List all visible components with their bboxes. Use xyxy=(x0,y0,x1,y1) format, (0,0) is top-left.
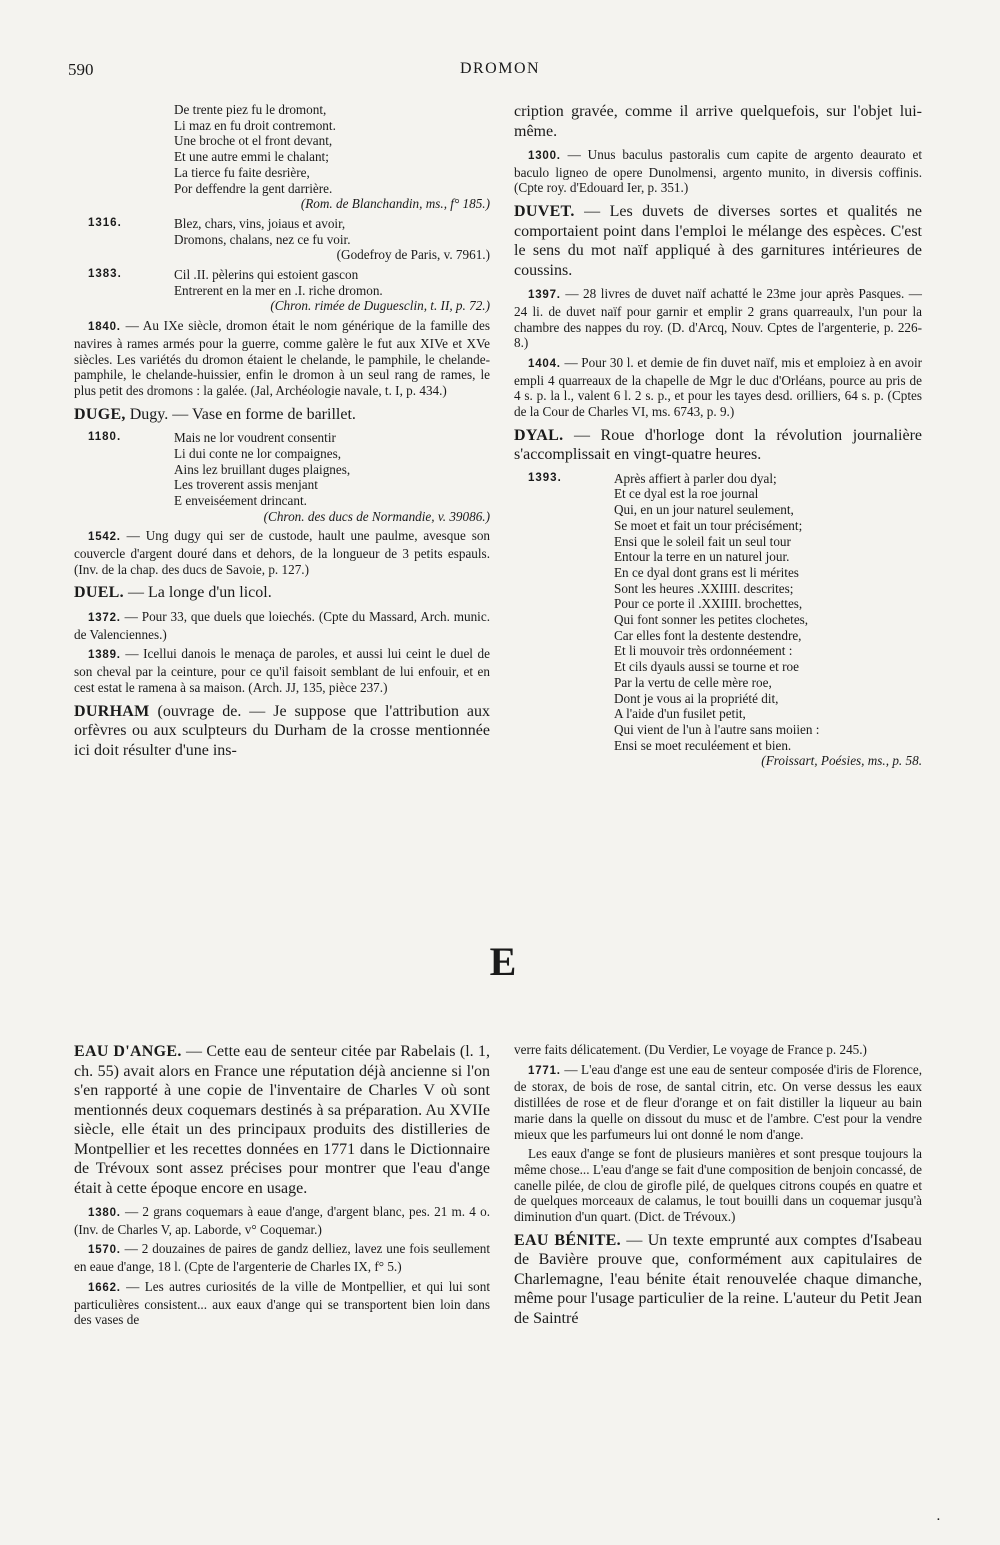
verse-citation: (Godefroy de Paris, v. 7961.) xyxy=(336,247,490,263)
entry-dyal xyxy=(514,426,922,465)
right-column-top xyxy=(514,102,922,773)
entry-year: 1542. xyxy=(88,531,121,544)
entry-headword: DUEL. xyxy=(74,584,124,602)
entry-year: 1771. xyxy=(528,1064,561,1077)
entry-duge xyxy=(74,405,490,425)
citation-text: — Pour 33, que duels que loiechés. (Cpte du Massard, Arch. munic. de Valenciennes.) xyxy=(74,608,491,642)
entry-year: 1300. xyxy=(528,150,561,162)
verse-line: Li dui conte ne lor compaignes, xyxy=(174,445,341,461)
running-title: DROMON xyxy=(459,60,541,77)
verse-line: Par la vertu de celle mère roe, xyxy=(614,674,772,690)
citation-text: — Ung dugy qui ser de custode, hault une paulme, avesque son couvercle d'argent douré dans et dehors, de la longueur de 3 petits espauls. (Inv. de la chap. des ducs de Savoie, p. 127.) xyxy=(74,528,491,577)
verse-line: Et une autre emmi le chalant; xyxy=(174,149,329,165)
entry-year: 1397. xyxy=(528,289,561,302)
verse-1316 xyxy=(74,216,490,263)
verse-line: E enveiséement drincant. xyxy=(174,492,307,508)
verse-line: Li maz en fu droit contremont. xyxy=(174,117,336,133)
verse-line: Entour la terre en un naturel jour. xyxy=(614,549,790,565)
entry-year: 1380. xyxy=(88,1207,121,1219)
verse-line: Qui font sonner les petites clochetes, xyxy=(614,612,809,628)
verse-citation: (Chron. rimée de Duguesclin, t. II, p. 72.) xyxy=(270,298,490,314)
entry-year: 1662. xyxy=(88,1281,121,1294)
right-column-bottom xyxy=(514,1042,922,1334)
verse-line: Et cils dyauls aussi se tourne et roe xyxy=(614,659,799,675)
verse-1383 xyxy=(74,267,490,314)
verse-citation: (Chron. des ducs de Normandie, v. 39086.) xyxy=(263,508,490,524)
page-number: 590 xyxy=(68,60,94,79)
entry-headword: EAU BÉNITE. xyxy=(514,1231,621,1249)
citation-text: — L'eau d'ange est une eau de senteur composée d'iris de Florence, de storax, de bois de rose, de santal citrin, etc. On verse dessus les eaux distillées de rose et de fleur d'orange et on fait distiller la liqueur au bain marie dans la quelle on dissout du musc et de l'ambre. C'est pour la vendre mieux que les parfumeurs lui ont donné le nom d'ange. xyxy=(514,1061,922,1142)
left-column-top xyxy=(74,102,490,766)
verse-line: Qui vient de l'un à l'autre sans moiien : xyxy=(614,721,820,737)
verse-line: De trente piez fu le dromont, xyxy=(174,102,327,117)
entry-year: 1389. xyxy=(88,649,121,662)
entry-definition: — Cette eau de senteur citée par Rabelais (l. 1, ch. 55) avait alors en France une réputation déjà ancienne si l'on s'en rapporté à une copie de l'inventaire de Charles V où sont mentionnés deux coquemars destinés à sa préparation. Au XVIIe siècle, elle était un des principaux produits des distilleries de Montpellier et les recettes données en 1771 dans le Dictionnaire de Trévoux sont assez précises pour montrer que l'eau d'ange était à cette époque encore en usage. xyxy=(74,1043,491,1197)
entry-definition: — Roue d'horloge dont la révolution journalière s'accomplissait en vingt-quatre heures. xyxy=(514,426,922,464)
entry-year: 1393. xyxy=(528,471,562,484)
verse-line: Qui, en un jour naturel seulement, xyxy=(614,502,794,518)
citation-1380 xyxy=(74,1204,490,1237)
verse-line: Dromons, chalans, nez ce fu voir. xyxy=(174,231,351,247)
section-letter: E xyxy=(489,939,517,984)
citation-1404 xyxy=(514,355,922,420)
eau-dange-continuation: verre faits délicatement. (Du Verdier, Le voyage de France p. 245.) xyxy=(514,1042,867,1057)
entry-headword: EAU D'ANGE. xyxy=(74,1043,182,1060)
citation-text: — Au IXe siècle, dromon était le nom générique de la famille des navires à rames armés pour la guerre, comme galère le fut aux XIVe et XVe siècles. Les variétés du dromon étaient le chelande, le pamphile, le chelande-pamphile, le chelande-huissier, enfin le dromon à un seul rang de rames, le plus petit des dromons : la galée. (Jal, Archéologie navale, t. I, p. 434.) xyxy=(74,318,491,398)
citation-text: — Unus baculus pastoralis cum capite de argento deaurato et baculo ligneo de opere Dunolmensi, argento munito, in diversis coffinis. (Cpte roy. d'Edouard Ier, p. 351.) xyxy=(514,147,922,196)
verse-line: Blez, chars, vins, joiaus et avoir, xyxy=(174,215,346,231)
left-column-bottom xyxy=(74,1042,490,1332)
citation-1542 xyxy=(74,528,490,577)
verse-line: Mais ne lor voudrent consentir xyxy=(174,430,336,446)
citation-1300 xyxy=(514,147,922,196)
entry-eau-benite xyxy=(514,1231,922,1329)
entry-definition: Dugy. — Vase en forme de barillet. xyxy=(125,405,356,423)
entry-headword: DURHAM xyxy=(74,702,150,720)
citation-text: — 28 livres de duvet naïf achatté le 23me jour après Pasques. — 24 li. de duvet naïf pour garnir et emplir 2 grans quarreaulx, l'un pour la chambre des nappes du roy. (D. d'Arcq, Nouv. Cptes de l'argenterie, p. 226-8.) xyxy=(514,286,922,351)
entry-year: 1570. xyxy=(88,1244,121,1257)
page-mark-icon: ⋅ xyxy=(936,1513,941,1528)
verse-line: Cil .II. pèlerins qui estoient gascon xyxy=(174,267,359,283)
entry-year: 1316. xyxy=(88,216,122,229)
verse-line: Por deffendre la gent darrière. xyxy=(174,180,333,196)
citation-1389 xyxy=(74,646,490,695)
citation-1662 xyxy=(74,1279,490,1328)
verse-line: Pour ce porte il .XXIIII. brochettes, xyxy=(614,596,803,612)
citation-text: — 2 grans coquemars à eaue d'ange, d'argent blanc, pes. 21 m. 4 o. (Inv. de Charles V, ap. Laborde, v° Coquemar.) xyxy=(74,1204,491,1237)
citation-text: — Icellui danois le menaça de paroles, et aussi lui ceint le duel de son cheval par la ceinture, pour ce qu'il faisoit semblant de lui enfouir, et en cest estat le ramena à sa maison. (Arch. JJ, 135, pièce 237.) xyxy=(74,646,490,695)
verse-line: Ains lez bruillant duges plaignes, xyxy=(174,461,351,477)
citation-text: — Pour 30 l. et demie de fin duvet naïf, mis et emploiez à en avoir empli 4 quarreaux de la chapelle de Mgr le duc d'Orléans, pource au pris de 4 s. p. la l., valent 6 l. 2 s. p., et pour les tayes desd. orilliers, 64 s. p. (Cptes de la Cour de Charles VI, ms. 6743, p. 9.) xyxy=(514,354,922,420)
entry-definition: (ouvrage de. — Je suppose que l'attribution aux orfèvres ou aux sculpteurs du Durham de la crosse mentionnée ici doit résulter d'une ins- xyxy=(74,702,490,759)
verse-line: Et ce dyal est la roe journal xyxy=(614,486,759,502)
entry-definition: — Un texte emprunté aux comptes d'Isabeau de Bavière prouve que, conformément aux capitulaires de Charlemagne, l'eau bénite était renouvelée chaque dimanche, même pour l'usage particulier de la reine. L'auteur du Petit Jean de Saintré xyxy=(514,1231,922,1327)
verse-line: En ce dyal dont grans est li mérites xyxy=(614,564,799,580)
citation-1570 xyxy=(74,1241,490,1274)
entry-headword: DUVET. xyxy=(514,203,575,221)
verse-1393 xyxy=(514,471,922,769)
entry-eau-dange xyxy=(74,1042,490,1198)
durham-continuation: cription gravée, comme il arrive quelquefois, sur l'objet lui-même. xyxy=(514,103,922,140)
entry-headword: DYAL. xyxy=(514,426,564,444)
verse-line: Les troverent assis menjant xyxy=(174,477,318,493)
citation-text: — 2 douzaines de paires de gandz delliez, lavez une fois seullement en eaue d'ange, 18 l. (Cpte de l'argenterie de Charles IX, f° 5.) xyxy=(74,1241,491,1275)
verse-line: Ensi se moet reculéement et bien. xyxy=(614,737,792,753)
verse-line: Sont les heures .XXIIII. descrites; xyxy=(614,580,794,596)
citation-1372 xyxy=(74,609,490,642)
entry-duvet xyxy=(514,202,922,280)
entry-definition: — La longe d'un licol. xyxy=(123,584,272,602)
entry-definition: — Les duvets de diverses sortes et qualités ne comportaient point dans l'emploi le mélange des espèces. C'est le sens du mot naïf appliqué à des garnitures intérieures de coussins. xyxy=(514,203,922,279)
verse-line: Ensi que le soleil fait un seul tour xyxy=(614,533,791,549)
citation-1397 xyxy=(514,286,922,351)
verse-line: Se moet et fait un tour précisément; xyxy=(614,517,803,533)
entry-duel xyxy=(74,583,490,603)
verse-line: Et li mouvoir très ordonnéement : xyxy=(614,643,793,659)
citation-1771 xyxy=(514,1062,922,1143)
citation-1840 xyxy=(74,318,490,399)
verse-citation: (Rom. de Blanchandin, ms., f° 185.) xyxy=(300,196,490,212)
verse-line: Dont je vous ai la propriété dit, xyxy=(614,690,779,706)
verse-citation: (Froissart, Poésies, ms., p. 58. xyxy=(761,753,922,769)
verse-1180 xyxy=(74,430,490,524)
entry-year: 1180. xyxy=(88,431,122,444)
verse-line: Car elles font la destente destendre, xyxy=(614,627,802,643)
verse-line: Une broche ot el front devant, xyxy=(174,133,333,149)
entry-headword: DUGE, xyxy=(74,405,126,423)
citation-text: — Les autres curiosités de la ville de Montpellier, et qui lui sont particulières consistent... aux eaux d'ange qui se transportent bien loin dans des vases de xyxy=(74,1278,490,1328)
verse-line: Après affiert à parler dou dyal; xyxy=(614,470,777,486)
entry-durham xyxy=(74,702,490,761)
entry-year: 1840. xyxy=(88,321,121,334)
entry-year: 1372. xyxy=(88,611,121,624)
entry-year: 1383. xyxy=(88,268,122,281)
page-header xyxy=(0,60,1000,84)
verse-blanchandin xyxy=(74,102,490,212)
verse-line: La tierce fu faite desrière, xyxy=(174,164,310,180)
verse-line: Entrerent en la mer en .I. riche dromon. xyxy=(174,282,383,298)
citation-1771-continued: Les eaux d'ange se font de plusieurs manières et sont presque toujours la même chose... L'eau d'ange se fait d'une composition de benjoin concassé, de canelle pilée, de clou de girofle pilé, de quelques citrons coupés en quatre et de quelques morceaux de calamus, le tout bouilli dans un coquemar jusqu'à diminution d'un quart. (Dict. de Trévoux.) xyxy=(514,1146,922,1225)
entry-year: 1404. xyxy=(528,357,561,370)
verse-line: A l'aide d'un fusilet petit, xyxy=(614,706,746,722)
